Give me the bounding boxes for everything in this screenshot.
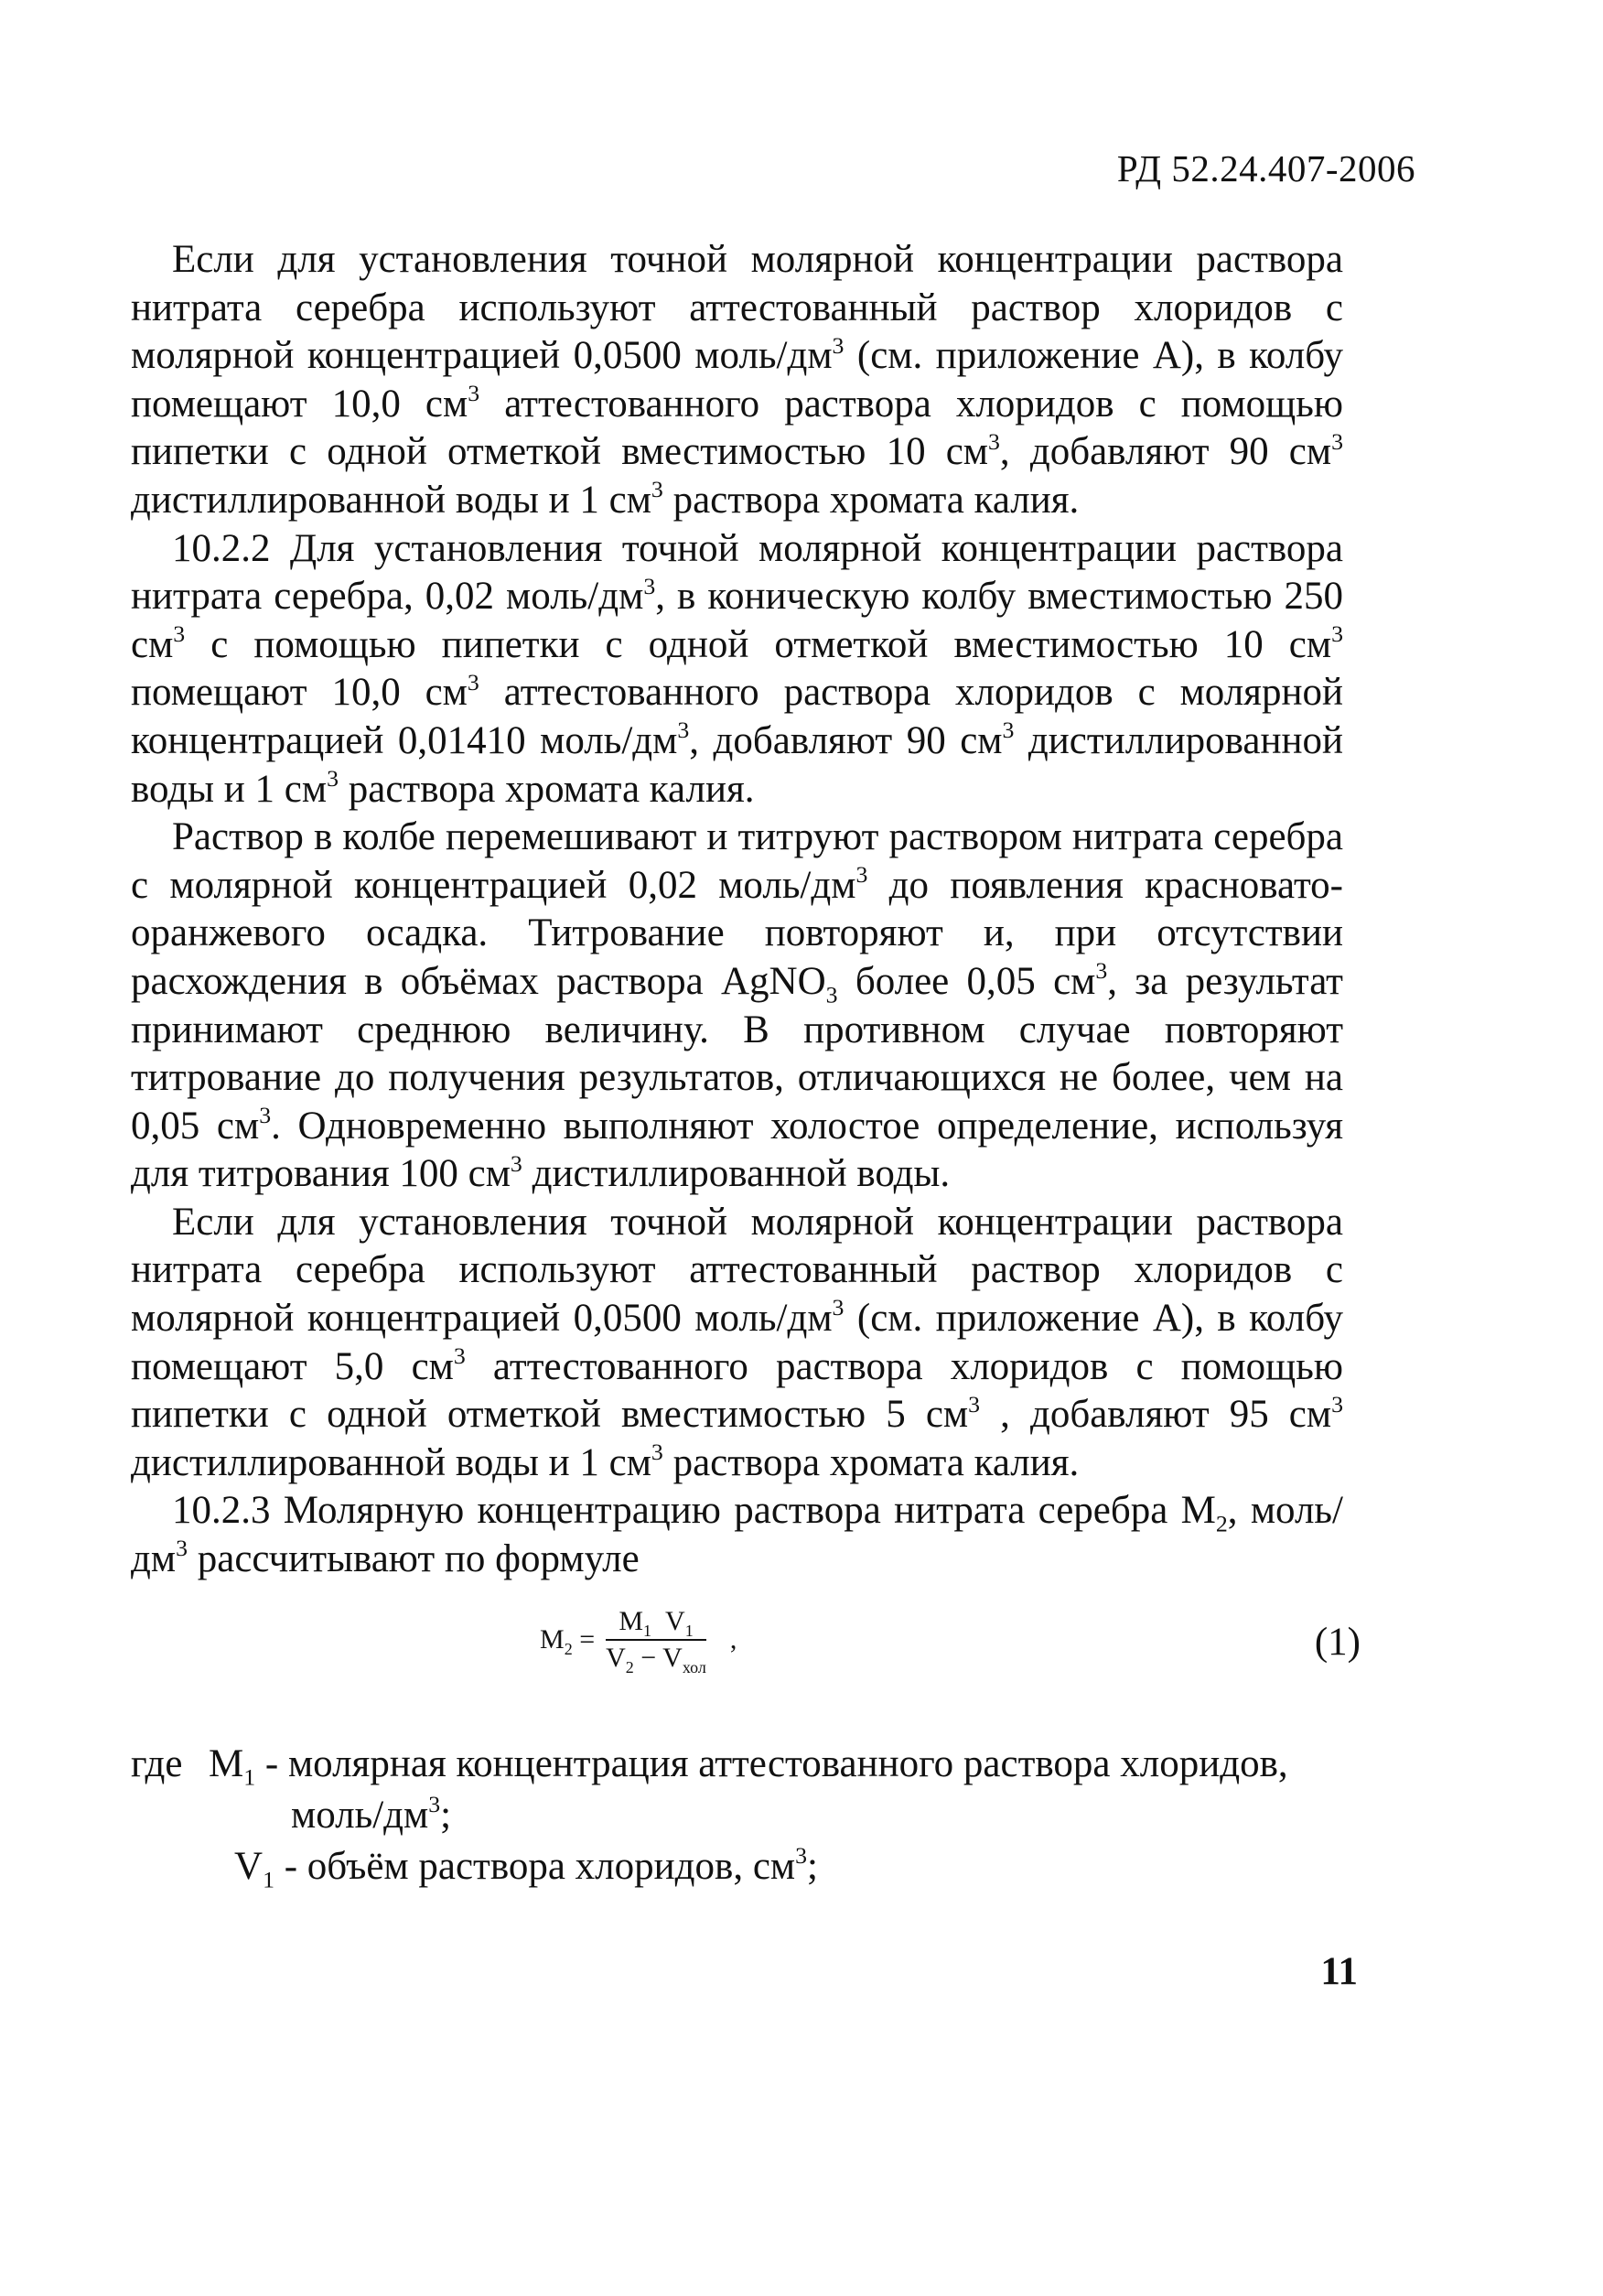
paragraph-1: Если для установления точной молярной концентрации раствора нитрата серебра используют аттестованный раствор хлоридов с молярной концентрацией 0,0500 моль/$дм^3$ (см. приложение А), в колбу помещают 10,0 $см^3$ аттестованного раствора хлоридов с помощью пипетки с одной отметкой вместимостью 10 $см^3$, добавляют 90 $см^3$ дистиллированной воды и 1 $см^3$ раствора хромата калия. [131,238,1343,522]
paragraph-5: 10.2.3 Молярную концентрацию раствора нитрата серебра $M_2$, моль/$дм^3$ рассчитывают по формуле [131,1489,1343,1581]
definition-m1-unit: моль/$дм^3$; [291,1791,452,1837]
formula-lhs: $M_2$ = [540,1624,596,1658]
formula-fraction [606,1606,706,1674]
formula: $M_2$ = $\frac{M_1 V_1}{V_2 - V_{хол}}$ , [540,1606,737,1676]
paragraph-3: Раствор в колбе перемешивают и титруют раствором нитрата серебра с молярной концентрацией 0,02 моль/$дм^3$ до появления красновато-оранжевого осадка. Титрование повторяют и, при отсутствии расхождения в объёмах раствора AgNO$_3$ более 0,05 $см^3$, за результат принимают среднюю величину. В противном случае повторяют титрование до получения результатов, отличающихся не более, чем на 0,05 $см^3$. Одновременно выполняют холостое определение, используя для титрования 100 $см^3$ дистиллированной воды. [131,815,1343,1196]
page-number: 11 [1320,1950,1358,1993]
formula-denominator: $V_2 - V_{хол}$ [606,1643,706,1676]
definition-v1: $V_1$ - объём раствора хлоридов, $см^3$; [234,1842,818,1893]
equation-number: (1) [1314,1621,1361,1664]
paragraph-4: Если для установления точной молярной концентрации раствора нитрата серебра используют аттестованный раствор хлоридов с молярной концентрацией 0,0500 моль/$дм^3$ (см. приложение А), в колбу помещают 5,0 $см^3$ аттестованного раствора хлоридов с помощью пипетки с одной отметкой вместимостью 5 $см^3$ , добавляют 95 $см^3$ дистиллированной воды и 1 $см^3$ раствора хромата калия. [131,1200,1343,1484]
document-code: РД 52.24.407-2006 [1116,147,1415,189]
variable-definitions [131,1739,1288,1892]
body-text [131,236,1343,1584]
formula-numerator: $M_1$ $V_1$ [606,1606,705,1641]
definition-m1: где $M_1$ - молярная концентрация аттестованного раствора хлоридов, [131,1742,1288,1791]
paragraph-2: 10.2.2 Для установления точной молярной концентрации раствора нитрата серебра, 0,02 моль/$дм^3$, в коническую колбу вместимостью 250 $см^3$ с помощью пипетки с одной отметкой вместимостью 10 $см^3$ помещают 10,0 $см^3$ аттестованного раствора хлоридов с молярной концентрацией 0,01410 моль/$дм^3$, добавляют 90 $см^3$ дистиллированной воды и 1 $см^3$ раствора хромата калия. [131,526,1343,811]
